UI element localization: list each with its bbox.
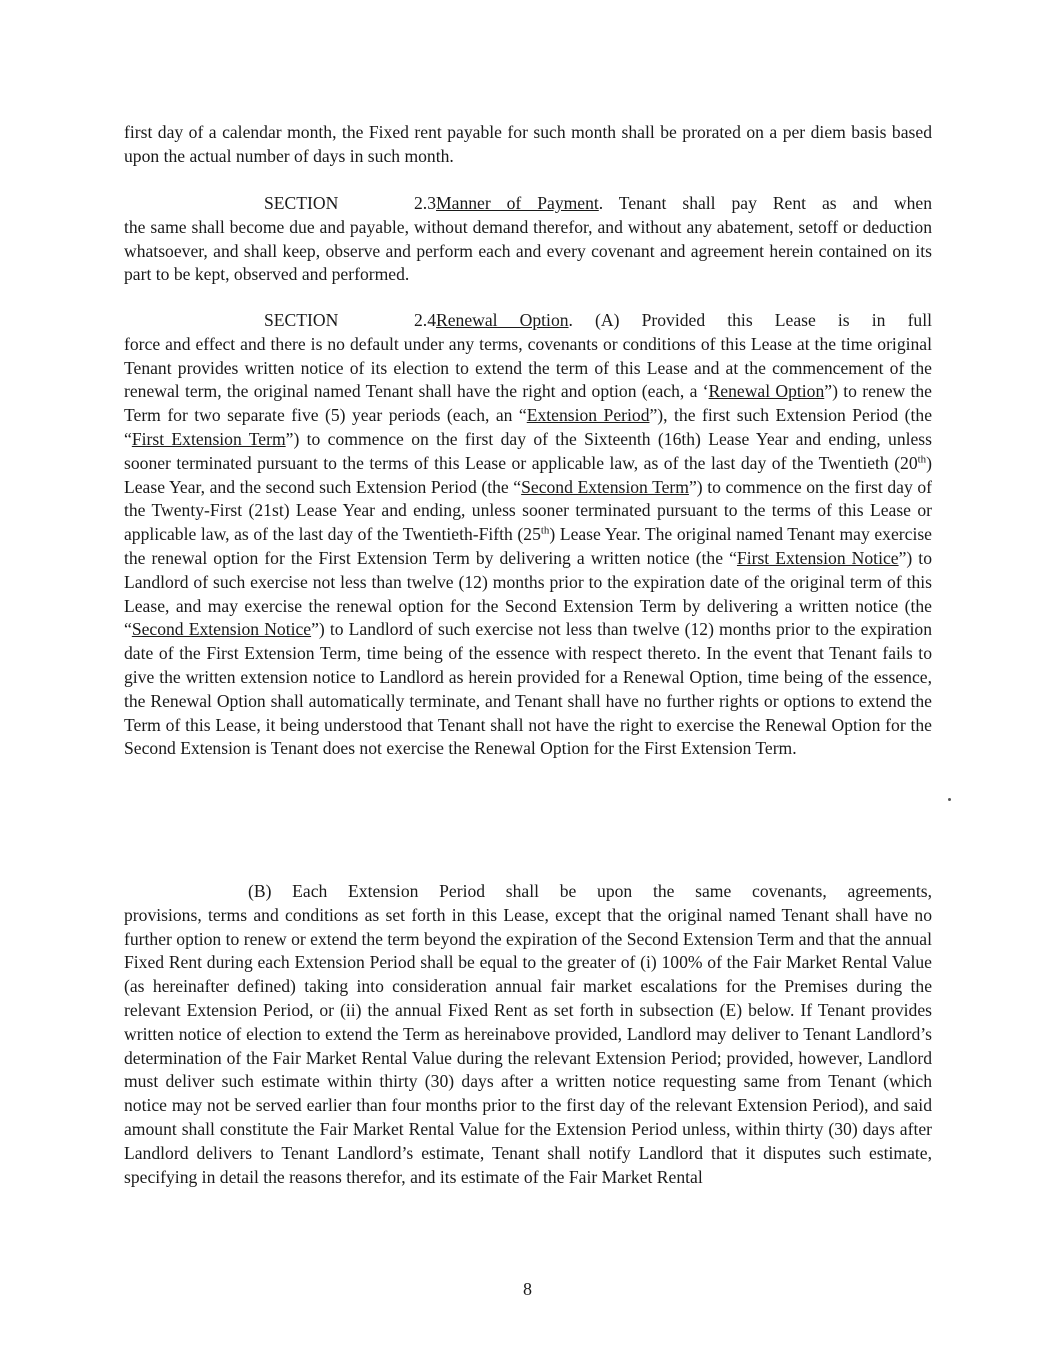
defined-term-first-extension-notice: First Extension Notice (736, 547, 899, 568)
section-2-4-paragraph (124, 309, 932, 761)
defined-term-renewal-option: Renewal Option (708, 381, 825, 402)
paragraph-b (124, 880, 932, 1189)
defined-term-second-extension-term: Second Extension Term (521, 476, 689, 497)
section-2-4-number: SECTION 2.4 (264, 310, 436, 330)
section-2-3-paragraph (124, 192, 932, 287)
paragraph-prorated-rent (124, 121, 932, 169)
scan-speck (948, 798, 951, 801)
defined-term-second-extension-notice: Second Extension Notice (131, 619, 312, 640)
defined-term-extension-period: Extension Period (526, 405, 650, 426)
ordinal-superscript: th (917, 453, 927, 466)
section-2-3-body: the same shall become due and payable, without demand therefor, and without any abatement, setoff or deduction whatsoever, and shall keep, observe and perform each and every covenant and agreement herein contained on its part to be kept, observed and performed. (124, 216, 932, 285)
section-2-4-text: ”) to commence on the first day of the Sixteenth (16th) Lease Year and ending, unless sooner terminated pursuant to the terms of this Lease or applicable law, as of the last day of the Twentieth (20 (124, 428, 933, 473)
section-2-3-number: SECTION 2.3 (264, 193, 436, 213)
section-2-4-text: ”) to Landlord of such exercise not less than twelve (12) months prior to the expiration date of the original term of this Lease, and may exercise the renewal option for the Second Extension Term by delivering a written notice (the “ (124, 547, 932, 640)
section-2-4-lead-line (124, 309, 932, 333)
section-2-4-text: ”) to commence on the first day of the Twenty-First (21st) Lease Year and ending, unless sooner terminated pursuant to the terms of this Lease or applicable law, as of the last day of the Twentieth-Fifth (25 (124, 476, 932, 545)
paragraph-text: first day of a calendar month, the Fixed rent payable for such month shall be prorated on a per diem basis based upon the actual number of days in such month. (124, 122, 932, 166)
section-2-4-text: ”), the first such Extension Period (the “ (124, 405, 933, 449)
section-2-4-lead-rest: . (A) Provided this Lease is in full (568, 310, 932, 330)
section-2-3-lead-rest: . Tenant shall pay Rent as and when (598, 193, 932, 213)
section-2-4-text: ) Lease Year, and the second such Extension Period (the “ (124, 452, 932, 497)
section-2-4-text: ”) to renew the Term for two separate five (5) year periods (each, an “ (124, 381, 932, 426)
section-2-4-text: force and effect and there is no default under any terms, covenants or conditions of this Lease at the time original Tenant provides written notice of its election to extend the term of this Lease and at the commencement of the renewal term, the original named Tenant shall have the right and option (each, a ‘ (124, 333, 932, 402)
section-2-3-title: Manner of Payment (436, 193, 599, 213)
defined-term-first-extension-term: First Extension Term (131, 428, 286, 449)
ordinal-superscript: th (540, 524, 550, 537)
section-2-3-lead-line (124, 192, 932, 216)
paragraph-b-lead: (B) Each Extension Period shall be upon the same covenants, agreements, (248, 881, 932, 901)
section-2-4-text: ”) to Landlord of such exercise not less than twelve (12) months prior to the expiration date of the First Extension Term, time being of the essence with respect thereto. In the event that Tenant fails to give the written extension notice to Landlord as herein provided for a Renewal Option, time being of the essence, the Renewal Option shall automatically terminate, and Tenant shall have no further rights or options to extend the Term of this Lease, it being understood that Tenant shall not have the right to exercise the Renewal Option for the Second Extension is Tenant does not exercise the Renewal Option for the First Extension Term. (124, 619, 932, 759)
paragraph-b-body: provisions, terms and conditions as set forth in this Lease, except that the original named Tenant shall have no further option to renew or extend the term beyond the expiration of the Second Extension Term and that the annual Fixed Rent during each Extension Period shall be equal to the greater of (i) 100% of the Fair Market Rental Value (as hereinafter defined) taking into consideration annual fair market escalations for the Premises during the relevant Extension Period, or (ii) the annual Fixed Rent as set forth in subsection (E) below. If Tenant provides written notice of election to extend the Term as hereinabove provided, Landlord may deliver to Tenant Landlord’s determination of the Fair Market Rental Value during the relevant Extension Period; provided, however, Landlord must deliver such estimate within thirty (30) days after a written notice requesting same from Tenant (which notice may not be served earlier than four months prior to the first day of the relevant Extension Period), and said amount shall constitute the Fair Market Rental Value for the Extension Period unless, within thirty (30) days after Landlord delivers to Tenant Landlord’s estimate, Tenant shall notify Landlord that it disputes such estimate, specifying in detail the reasons therefor, and its estimate of the Fair Market Rental (124, 904, 933, 1187)
page-number: 8 (523, 1279, 532, 1299)
section-2-4-title: Renewal Option (436, 310, 569, 330)
section-2-4-text: ) Lease Year. The original named Tenant may exercise the renewal option for the First Extension Term by delivering a written notice (the “ (124, 524, 932, 568)
